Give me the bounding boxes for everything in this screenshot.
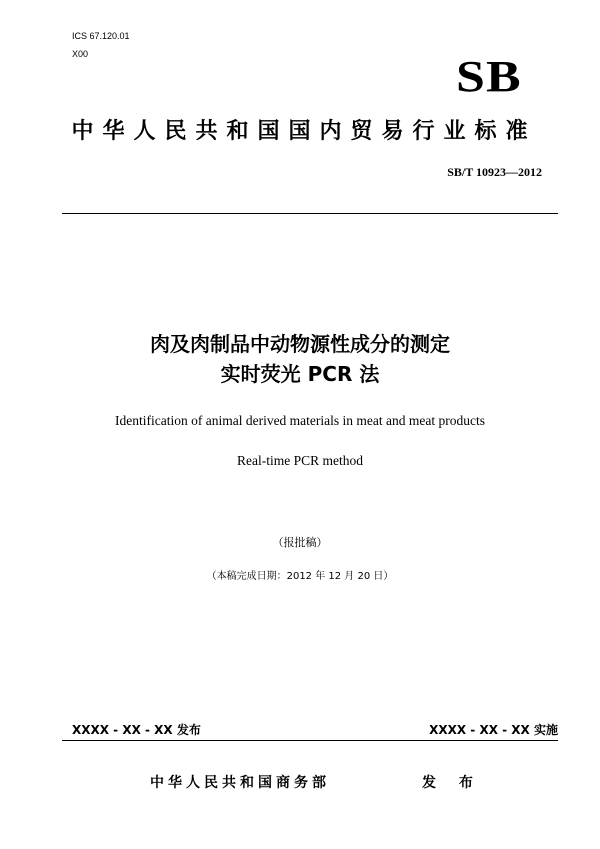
completion-date: （本稿完成日期：2012 年 12 月 20 日） <box>206 571 394 582</box>
document-title-en-line2: Real-time PCR method <box>237 453 363 468</box>
issuer-name: 中华人民共和国商务部 <box>150 775 330 791</box>
issuing-authority-title: 中华人民共和国国内贸易行业标准 <box>71 119 537 144</box>
publish-date: XXXX - XX - XX 发布 <box>72 723 201 737</box>
document-title-zh-line1: 肉及肉制品中动物源性成分的测定 <box>150 332 450 356</box>
standard-number: SB/T 10923—2012 <box>447 165 542 179</box>
ics-code: ICS 67.120.01 <box>72 31 130 41</box>
header-divider <box>62 213 558 214</box>
document-title-en-line1: Identification of animal derived materials in meat and meat products <box>115 413 485 428</box>
classification-code: X00 <box>72 49 89 59</box>
document-title-zh-line2: 实时荧光 PCR 法 <box>220 362 380 386</box>
sb-logo: SB <box>456 52 522 101</box>
implement-date: XXXX - XX - XX 实施 <box>429 723 558 737</box>
issue-label: 发 布 <box>422 775 482 791</box>
footer-divider <box>62 740 558 741</box>
draft-status: （报批稿） <box>272 536 328 549</box>
